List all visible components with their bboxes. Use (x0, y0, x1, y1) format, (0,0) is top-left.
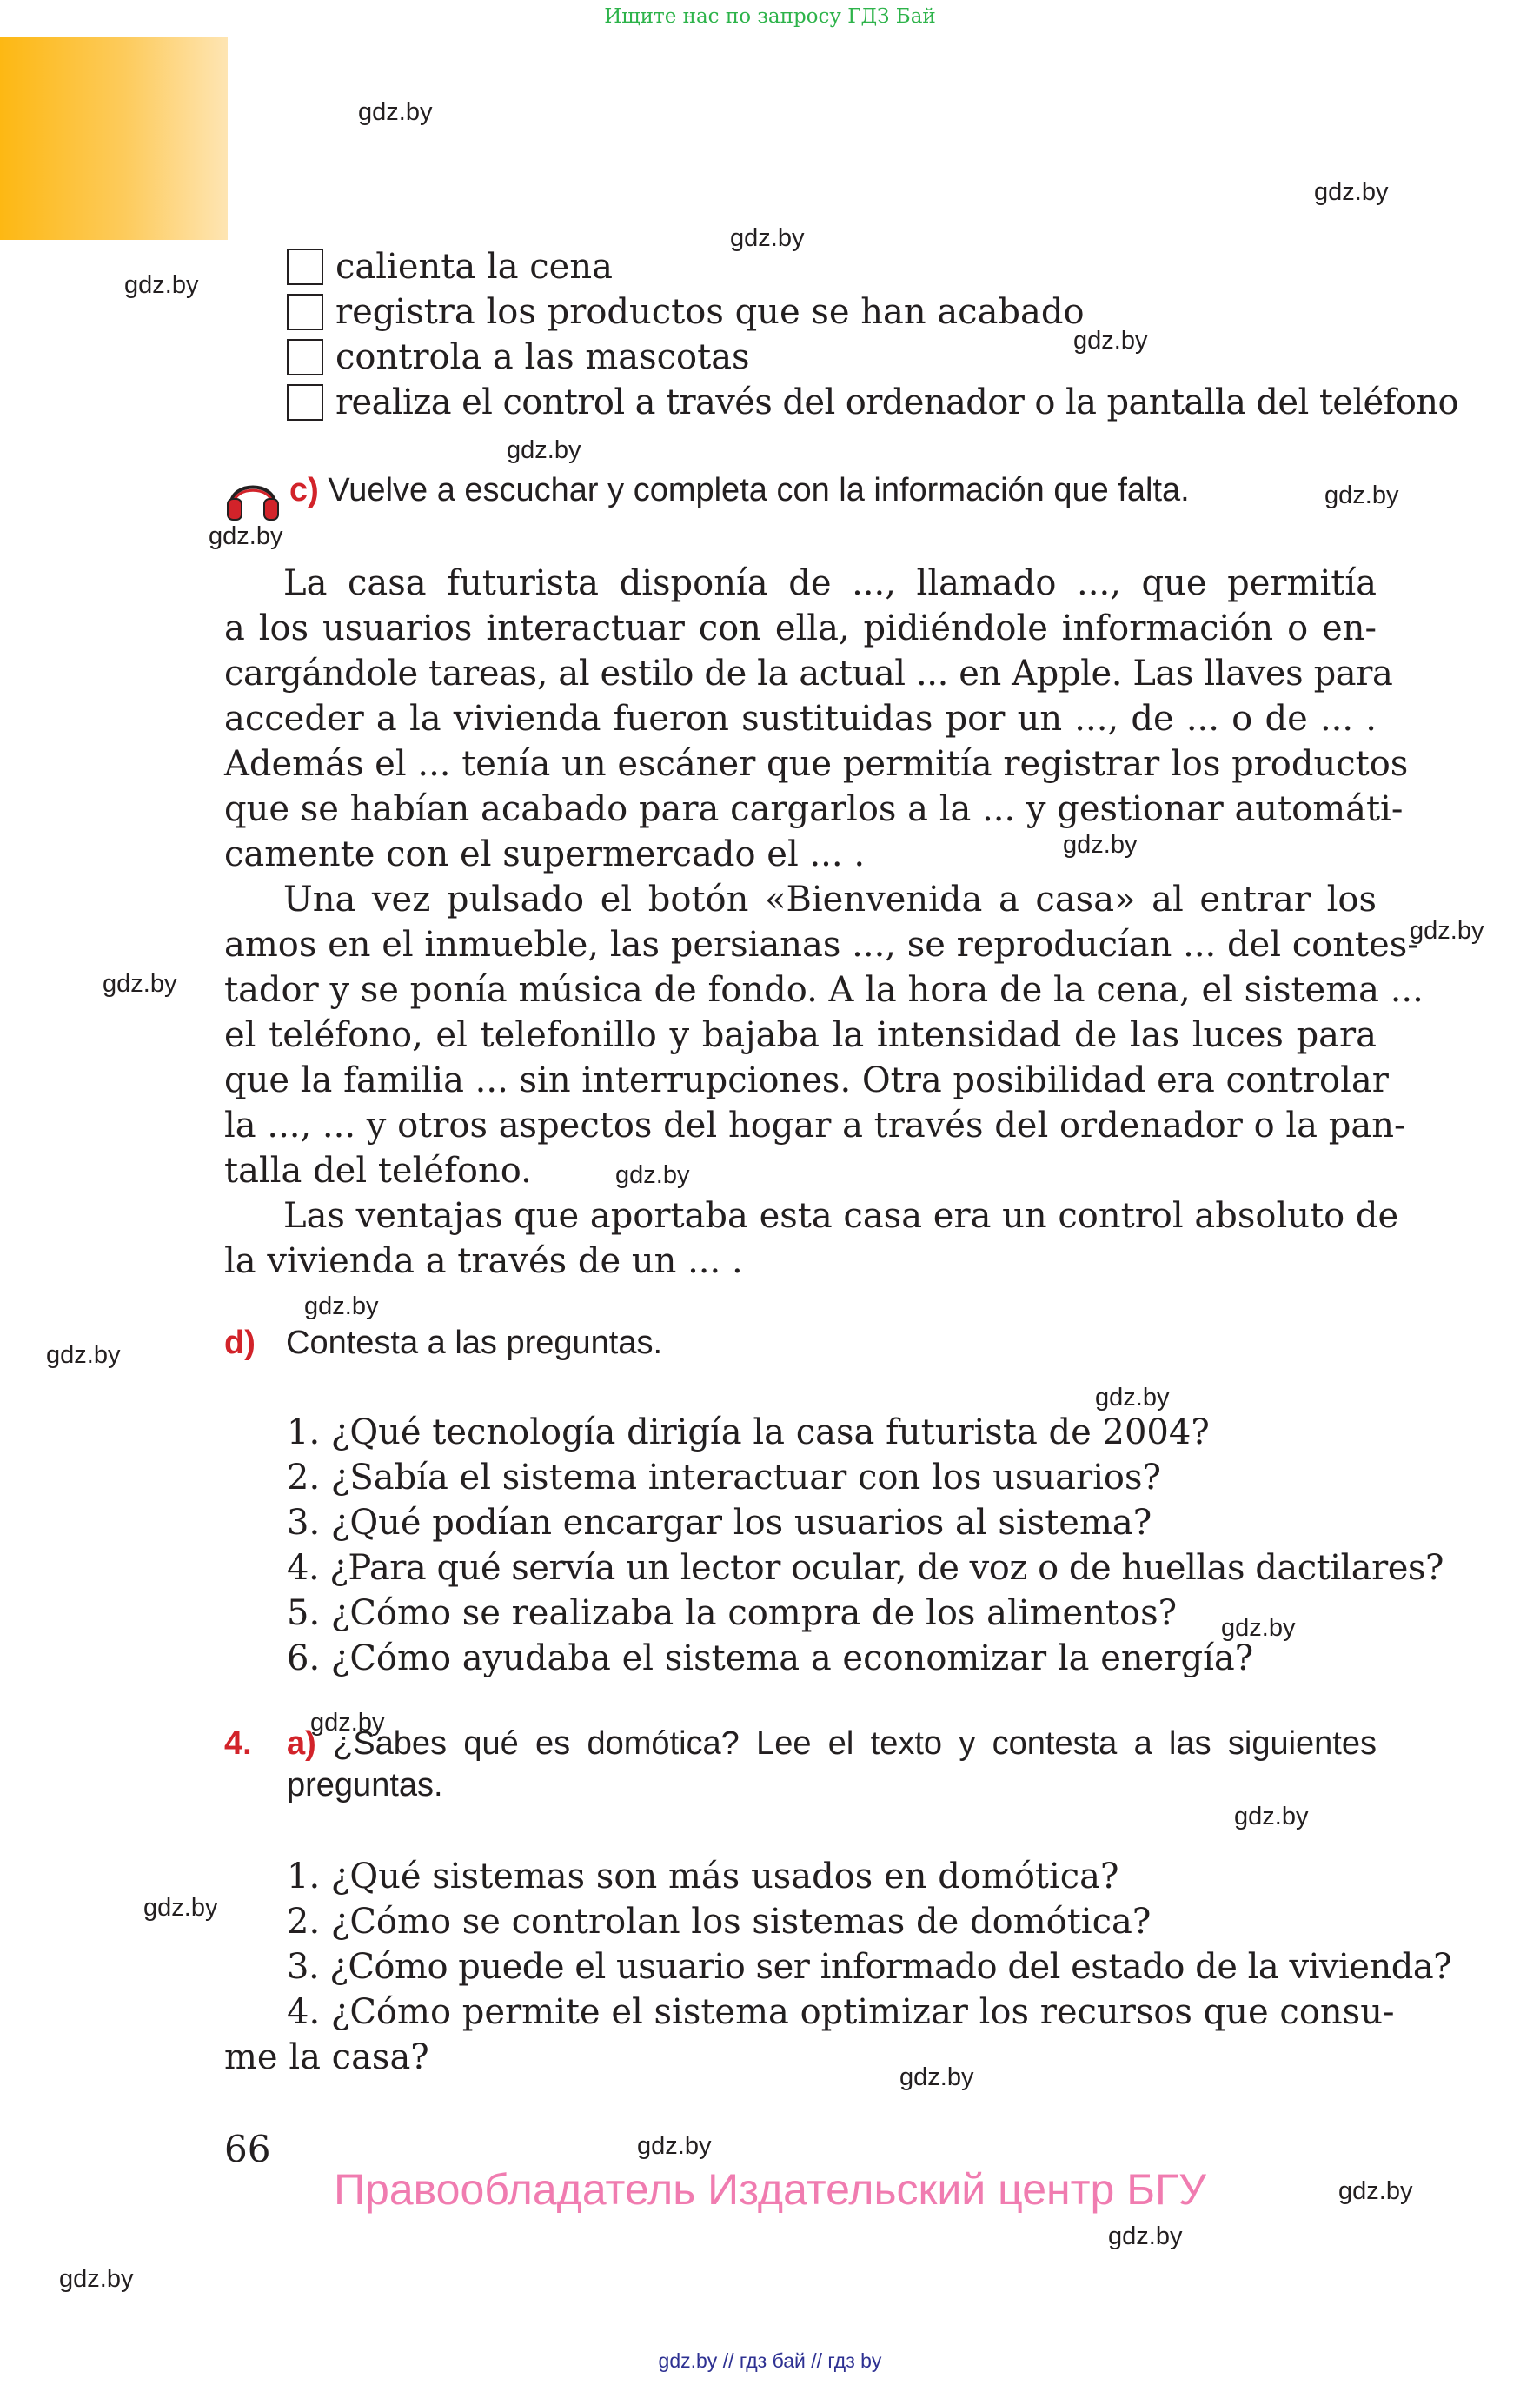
watermark: gdz.by (615, 1161, 690, 1189)
checkbox-label: calienta la cena (335, 247, 613, 287)
watermark: gdz.by (1073, 327, 1148, 355)
watermark: gdz.by (1314, 178, 1389, 206)
paragraph-line: La casa futurista disponía de ..., llamado ..., que permitía (283, 563, 1377, 603)
paragraph-line: el teléfono, el telefonillo y bajaba la intensidad de las luces para (224, 1015, 1377, 1055)
checkbox-item (287, 246, 613, 288)
task-letter: d) (224, 1325, 256, 1361)
corner-color-tab (0, 37, 228, 240)
watermark: gdz.by (46, 1341, 121, 1369)
question-item: 5. ¿Cómo se realizaba la compra de los alimentos? (287, 1593, 1178, 1633)
paragraph-line: tador y se ponía música de fondo. A la hora de la cena, el sistema ... (224, 970, 1424, 1010)
answer-checkbox[interactable] (287, 294, 323, 330)
watermark: gdz.by (143, 1894, 218, 1922)
top-banner: Ищите нас по запросу ГДЗ Бай (604, 5, 936, 28)
question-item: 4. ¿Cómo permite el sistema optimizar los recursos que consu- (287, 1992, 1395, 2032)
watermark: gdz.by (1063, 831, 1138, 859)
watermark: gdz.by (1108, 2222, 1183, 2250)
task-text: ¿Sabes qué es domótica? Lee el texto y contesta a las siguientes (333, 1725, 1377, 1762)
checkbox-item (287, 291, 1085, 333)
watermark: gdz.by (899, 2063, 974, 2091)
question-item: 4. ¿Para qué servía un lector ocular, de voz o de huellas dactilares? (287, 1548, 1444, 1588)
task-text: Vuelve a escuchar y completa con la información que falta. (328, 472, 1190, 508)
paragraph-line: acceder a la vivienda fueron sustituidas por un ..., de ... o de ... . (224, 699, 1377, 739)
paragraph-line: talla del teléfono. (224, 1151, 532, 1191)
paragraph-line: que la familia ... sin interrupciones. Otra posibilidad era controlar (224, 1060, 1389, 1100)
paragraph-line: la ..., ... y otros aspectos del hogar a través del ordenador o la pan- (224, 1106, 1406, 1146)
footer-links[interactable]: gdz.by // гдз бай // гдз by (658, 2349, 882, 2372)
watermark: gdz.by (1095, 1384, 1170, 1412)
question-item: 1. ¿Qué tecnología dirigía la casa futurista de 2004? (287, 1412, 1210, 1452)
checkbox-label: controla a las mascotas (335, 337, 750, 377)
watermark: gdz.by (1410, 917, 1484, 945)
paragraph-line: camente con el supermercado el ... . (224, 834, 866, 874)
watermark: gdz.by (310, 1709, 385, 1737)
question-item: 3. ¿Qué podían encargar los usuarios al sistema? (287, 1503, 1152, 1543)
question-item: 6. ¿Cómo ayudaba el sistema a economizar la energía? (287, 1638, 1254, 1678)
paragraph-line: que se habían acabado para cargarlos a la ... y gestionar automáti- (224, 789, 1404, 829)
paragraph-line: cargándole tareas, al estilo de la actual ... en Apple. Las llaves para (224, 654, 1393, 694)
paragraph-line: amos en el inmueble, las persianas ..., se reproducían ... del contes- (224, 925, 1419, 965)
watermark: gdz.by (1338, 2177, 1413, 2205)
task-d-instruction (224, 1325, 662, 1362)
page-number: 66 (224, 2128, 271, 2170)
watermark: gdz.by (209, 522, 283, 550)
task-letter: c) (289, 472, 319, 508)
checkbox-item (287, 336, 750, 378)
watermark: gdz.by (358, 98, 433, 126)
watermark: gdz.by (59, 2265, 134, 2293)
question-item: 3. ¿Cómo puede el usuario ser informado del estado de la vivienda? (287, 1947, 1452, 1987)
headphones-icon (224, 469, 282, 522)
watermark: gdz.by (637, 2132, 712, 2160)
paragraph-line: Además el ... tenía un escáner que permitía registrar los productos (224, 744, 1409, 784)
rights-holder: Правообладатель Издательский центр БГУ (334, 2165, 1206, 2214)
task-letter: a) (287, 1725, 316, 1762)
watermark: gdz.by (304, 1292, 379, 1320)
question-item: 1. ¿Qué sistemas son más usados en domótica? (287, 1857, 1119, 1897)
exercise-4-heading (224, 1725, 252, 1763)
watermark: gdz.by (730, 224, 805, 252)
exercise-4-instruction (287, 1725, 1377, 1763)
watermark: gdz.by (1221, 1614, 1296, 1642)
question-item: 2. ¿Sabía el sistema interactuar con los usuarios? (287, 1458, 1161, 1498)
checkbox-item (287, 382, 1458, 423)
watermark: gdz.by (1234, 1803, 1309, 1830)
paragraph-line: Las ventajas que aportaba esta casa era un control absoluto de (283, 1196, 1399, 1236)
checkbox-label: realiza el control a través del ordenador o la pantalla del teléfono (335, 382, 1458, 422)
checkbox-label: registra los productos que se han acabado (335, 292, 1085, 332)
question-item-cont: me la casa? (224, 2037, 429, 2077)
task-text: Contesta a las preguntas. (286, 1325, 663, 1361)
answer-checkbox[interactable] (287, 339, 323, 375)
watermark: gdz.by (124, 271, 199, 299)
watermark: gdz.by (103, 970, 177, 998)
watermark: gdz.by (1324, 482, 1399, 509)
paragraph-line: Una vez pulsado el botón «Bienvenida a casa» al entrar los (283, 880, 1377, 920)
exercise-number: 4. (224, 1725, 252, 1762)
paragraph-line: a los usuarios interactuar con ella, pidiéndole información o en- (224, 608, 1377, 648)
task-c-instruction (289, 472, 1190, 509)
question-item: 2. ¿Cómo se controlan los sistemas de domótica? (287, 1902, 1152, 1942)
exercise-4-instruction-cont: preguntas. (287, 1767, 443, 1804)
paragraph-line: la vivienda a través de un ... . (224, 1241, 743, 1281)
answer-checkbox[interactable] (287, 249, 323, 285)
watermark: gdz.by (507, 436, 581, 464)
answer-checkbox[interactable] (287, 384, 323, 421)
